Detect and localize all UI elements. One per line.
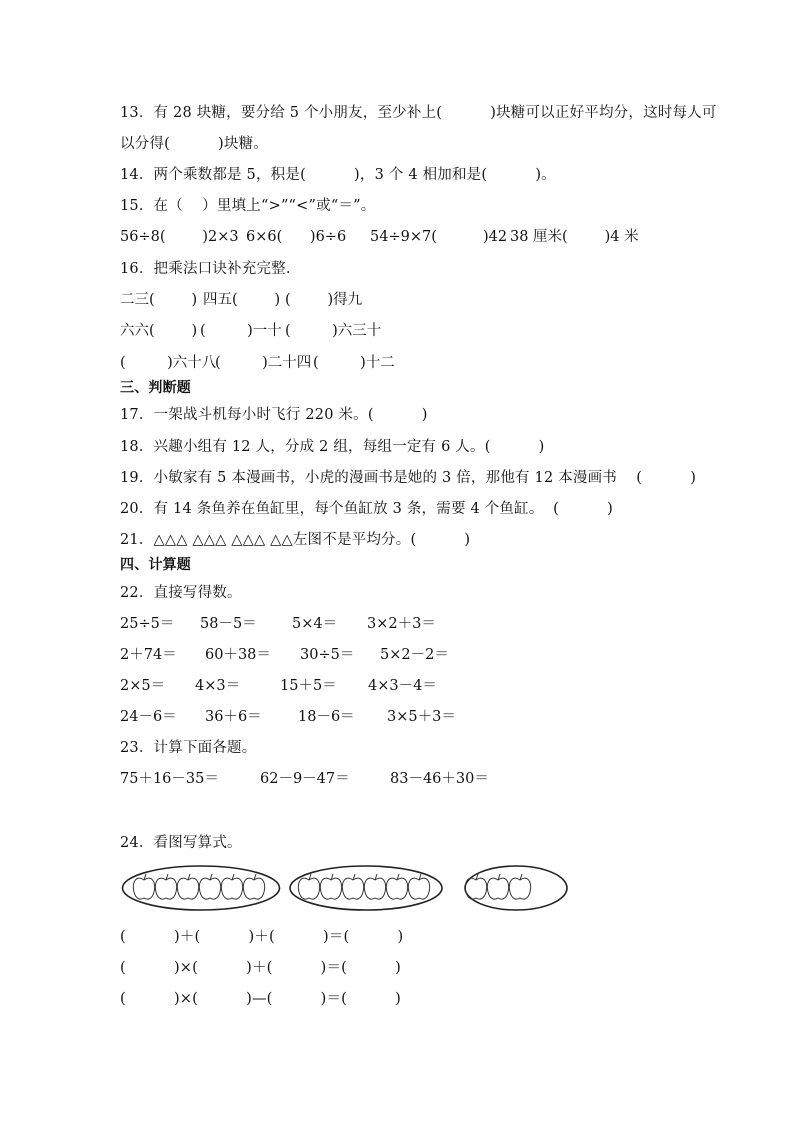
question-15: 15．在（ ）里填上“>”“<”或“＝”。 [120, 198, 376, 214]
q22-row [120, 676, 720, 696]
q22-row [120, 614, 720, 634]
apple-icon [509, 874, 530, 899]
section-heading-3: 三、判断题 [120, 380, 191, 396]
calc-item: 30÷5＝ [300, 647, 355, 663]
question-20: 20．有 14 条鱼养在鱼缸里，每个鱼缸放 3 条，需要 4 个鱼缸。 ( ) [120, 501, 613, 517]
group-ellipse [123, 866, 280, 910]
calc-item: 36＋6＝ [205, 709, 262, 725]
q24-equation-1: ( )＋( )＋( )＝( ) [120, 929, 404, 945]
q16-item: ( )六三十 [285, 323, 382, 339]
apple-icon [364, 874, 385, 899]
q24-equation-2: ( )×( )＋( )＝( ) [120, 960, 401, 976]
q16-item: ( )一十 [200, 323, 282, 339]
q22-row [120, 707, 720, 727]
q16-item: ( )二十四 [215, 355, 312, 371]
calc-item: 3×5＋3＝ [387, 709, 456, 725]
apple-icon [177, 874, 198, 899]
apple-icon [133, 874, 154, 899]
calc-item: 62－9－47＝ [260, 771, 350, 787]
calc-item: 5×2－2＝ [380, 647, 449, 663]
q16-item: ( )十二 [313, 355, 395, 371]
question-21: 21．△△△ △△△ △△△ △△左图不是平均分。( ) [120, 532, 471, 548]
section-heading-4: 四、计算题 [120, 557, 191, 573]
q22-row [120, 645, 720, 665]
q16-item: 二三( ) [120, 292, 198, 308]
calc-item: 83－46＋30＝ [390, 771, 489, 787]
q16-row [120, 321, 720, 341]
q23-row [120, 769, 720, 789]
apple-icon [243, 874, 264, 899]
question-13-line1: 13．有 28 块糖，要分给 5 个小朋友，至少补上( )块糖可以正好平均分，这时每人可 [120, 105, 717, 121]
apple-icon [221, 874, 242, 899]
q16-row [120, 290, 720, 310]
group-ellipse [290, 866, 442, 910]
q15-item: 6×6( )6÷6 [246, 229, 347, 245]
apple-icon [320, 874, 341, 899]
apple-icon [155, 874, 176, 899]
question-17: 17．一架战斗机每小时飞行 220 米。( ) [120, 407, 428, 423]
apple-icon [408, 874, 429, 899]
q15-item: 54÷9×7( )42 [370, 229, 508, 245]
question-23: 23．计算下面各题。 [120, 740, 257, 756]
apple-icon [298, 874, 319, 899]
q15-item: 56÷8( )2×3 [120, 229, 239, 245]
apple-groups-figure [116, 862, 616, 914]
calc-item: 3×2＋3＝ [367, 616, 436, 632]
question-18: 18．兴趣小组有 12 人，分成 2 组，每组一定有 6 人。( ) [120, 439, 545, 455]
question-24: 24．看图写算式。 [120, 835, 242, 851]
calc-item: 25÷5＝ [120, 616, 175, 632]
apple-icon [342, 874, 363, 899]
question-15-items [120, 227, 720, 247]
q15-item: 38 厘米( )4 米 [510, 229, 639, 245]
calc-item: 2×5＝ [120, 678, 166, 694]
question-19: 19．小敏家有 5 本漫画书，小虎的漫画书是她的 3 倍，那他有 12 本漫画书 ( ) [120, 470, 697, 486]
calc-item: 15＋5＝ [280, 678, 337, 694]
calc-item: 18－6＝ [298, 709, 355, 725]
calc-item: 4×3－4＝ [368, 678, 437, 694]
calc-item: 5×4＝ [292, 616, 338, 632]
q16-row [120, 353, 720, 373]
question-22: 22．直接写得数。 [120, 585, 242, 601]
calc-item: 24－6＝ [120, 709, 177, 725]
calc-item: 58－5＝ [200, 616, 257, 632]
group-ellipse [465, 866, 567, 910]
apple-icon [199, 874, 220, 899]
q16-item: ( )得九 [285, 292, 363, 308]
question-13-line2: 以分得( )块糖。 [120, 136, 269, 152]
question-16: 16．把乘法口诀补充完整. [120, 261, 291, 277]
calc-item: 4×3＝ [195, 678, 241, 694]
calc-item: 60＋38＝ [205, 647, 271, 663]
calc-item: 75＋16－35＝ [120, 771, 219, 787]
apple-icon [487, 874, 508, 899]
q24-equation-3: ( )×( )—( )＝( ) [120, 991, 401, 1007]
q16-item: ( )六十八 [120, 355, 217, 371]
calc-item: 2＋74＝ [120, 647, 177, 663]
question-14: 14．两个乘数都是 5，积是( )，3 个 4 相加和是( )。 [120, 167, 556, 183]
q16-item: 四五( ) [203, 292, 281, 308]
apple-icon [386, 874, 407, 899]
q16-item: 六六( ) [120, 323, 198, 339]
